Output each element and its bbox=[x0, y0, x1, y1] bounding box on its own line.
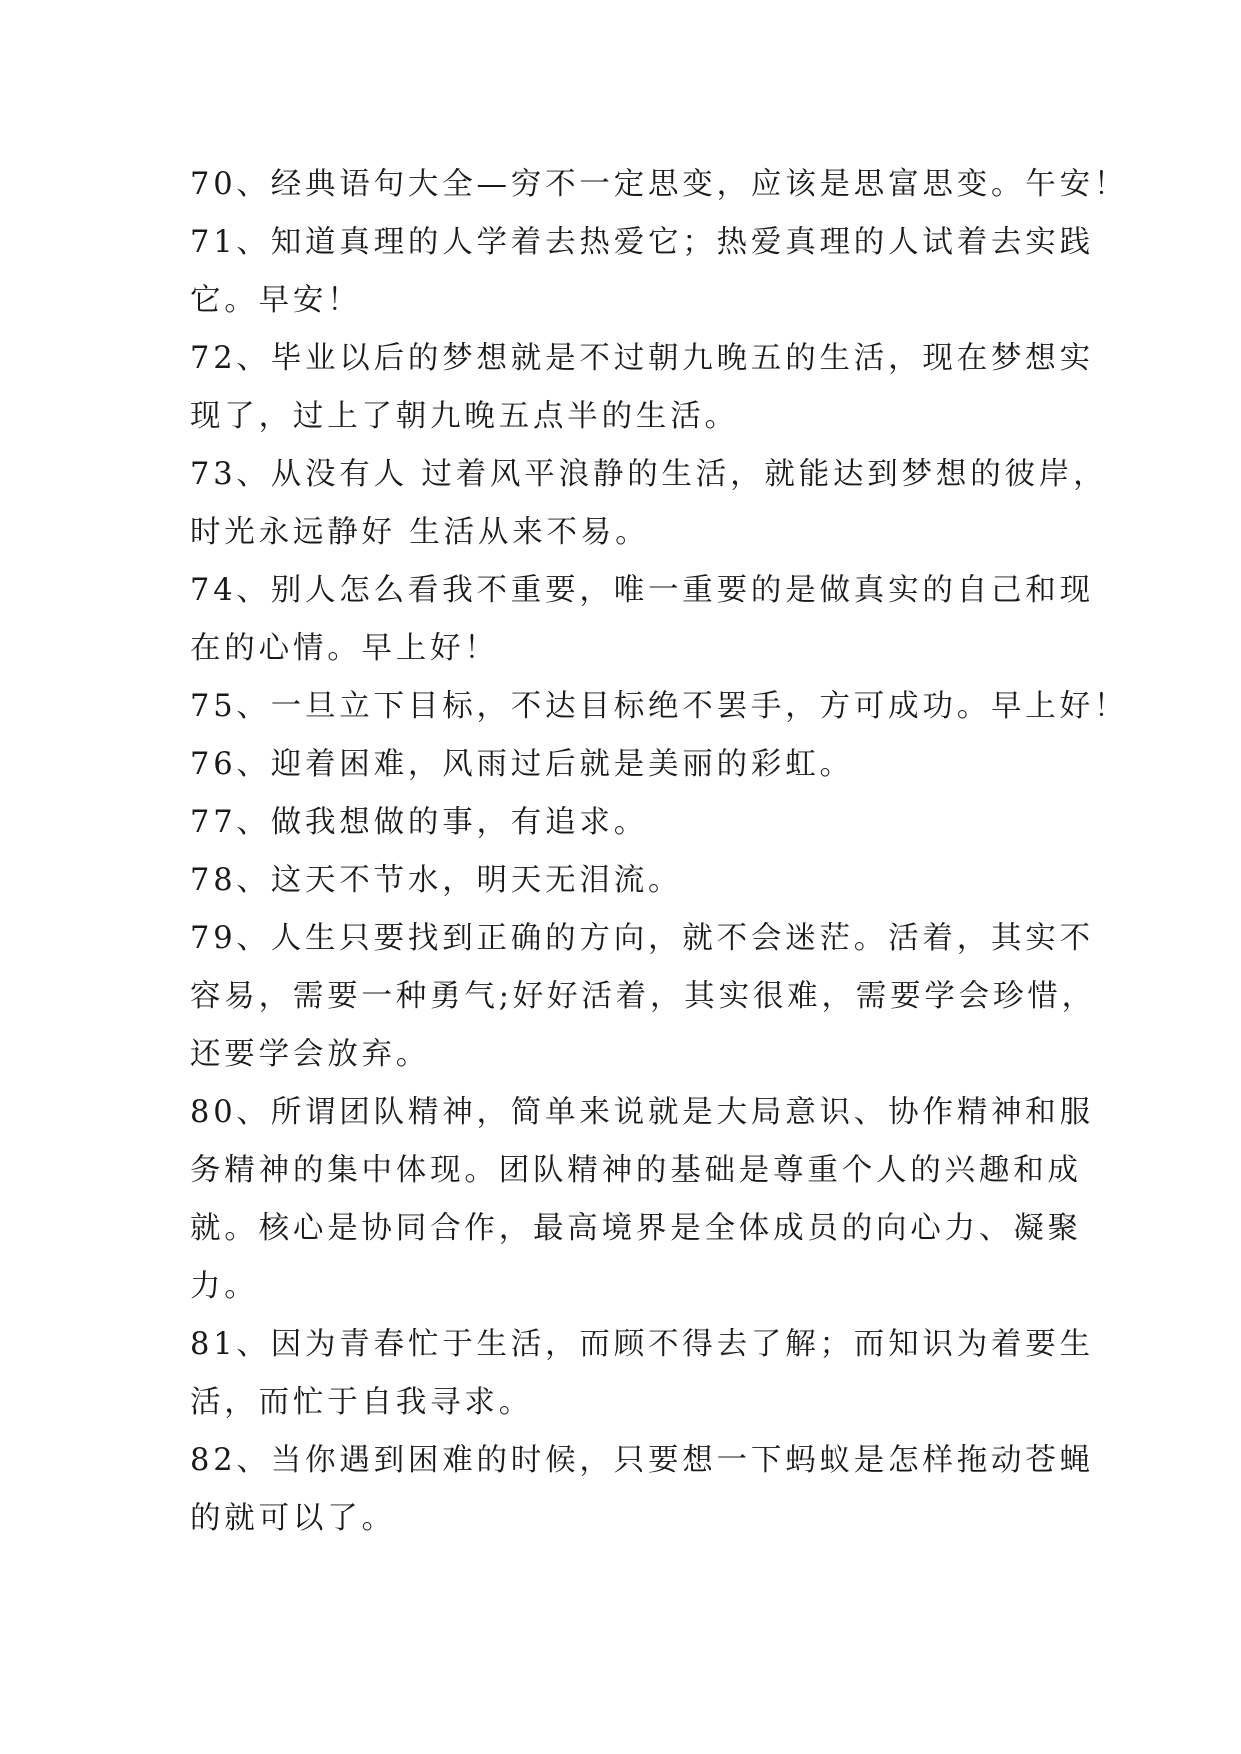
quote-70 bbox=[190, 156, 1129, 214]
text-line: 81、因为青春忙于生活，而顾不得去了解；而知识为着要生 bbox=[190, 1327, 1094, 1362]
text-line: 76、迎着困难，风雨过后就是美丽的彩虹。 bbox=[190, 747, 854, 782]
quote-74 bbox=[190, 562, 1094, 678]
text-line: 力。 bbox=[190, 1269, 259, 1304]
quote-77 bbox=[190, 794, 1060, 852]
quote-82 bbox=[190, 1432, 1094, 1548]
quote-81 bbox=[190, 1316, 1094, 1432]
text-line: 75、一旦立下目标，不达目标绝不罢手，方可成功。早上好！ bbox=[190, 689, 1129, 724]
quote-80 bbox=[190, 1084, 1094, 1316]
text-line: 79、人生只要找到正确的方向，就不会迷茫。活着，其实不 bbox=[190, 921, 1094, 956]
text-line: 它。早安！ bbox=[190, 283, 362, 318]
quote-73 bbox=[190, 446, 1108, 562]
quote-76 bbox=[190, 736, 1060, 794]
text-line: 82、当你遇到困难的时候，只要想一下蚂蚁是怎样拖动苍蝇 bbox=[190, 1443, 1094, 1478]
text-line: 务精神的集中体现。团队精神的基础是尊重个人的兴趣和成 bbox=[190, 1153, 1082, 1188]
text-line: 73、从没有人 过着风平浪静的生活，就能达到梦想的彼岸， bbox=[190, 457, 1108, 492]
quote-list bbox=[190, 156, 1129, 1548]
quote-75 bbox=[190, 678, 1129, 736]
quote-71 bbox=[190, 214, 1094, 330]
text-line: 时光永远静好 生活从来不易。 bbox=[190, 515, 650, 550]
text-line: 容易，需要一种勇气;好好活着，其实很难，需要学会珍惜， bbox=[190, 979, 1096, 1014]
text-line: 71、知道真理的人学着去热爱它；热爱真理的人试着去实践 bbox=[190, 225, 1094, 260]
text-line: 72、毕业以后的梦想就是不过朝九晚五的生活，现在梦想实 bbox=[190, 341, 1094, 376]
text-line: 的就可以了。 bbox=[190, 1501, 396, 1536]
text-line: 在的心情。早上好！ bbox=[190, 631, 499, 666]
text-line: 现了，过上了朝九晚五点半的生活。 bbox=[190, 399, 739, 434]
quote-72 bbox=[190, 330, 1094, 446]
text-line: 70、经典语句大全—穷不一定思变，应该是思富思变。午安！ bbox=[190, 167, 1129, 202]
quote-79 bbox=[190, 910, 1096, 1084]
text-line: 77、做我想做的事，有追求。 bbox=[190, 805, 649, 840]
text-line: 80、所谓团队精神，简单来说就是大局意识、协作精神和服 bbox=[190, 1095, 1094, 1130]
quote-78 bbox=[190, 852, 1060, 910]
text-line: 活，而忙于自我寻求。 bbox=[190, 1385, 533, 1420]
text-line: 78、这天不节水，明天无泪流。 bbox=[190, 863, 683, 898]
text-line: 74、别人怎么看我不重要，唯一重要的是做真实的自己和现 bbox=[190, 573, 1094, 608]
text-line: 就。核心是协同合作，最高境界是全体成员的向心力、凝聚 bbox=[190, 1211, 1082, 1246]
text-line: 还要学会放弃。 bbox=[190, 1037, 431, 1072]
